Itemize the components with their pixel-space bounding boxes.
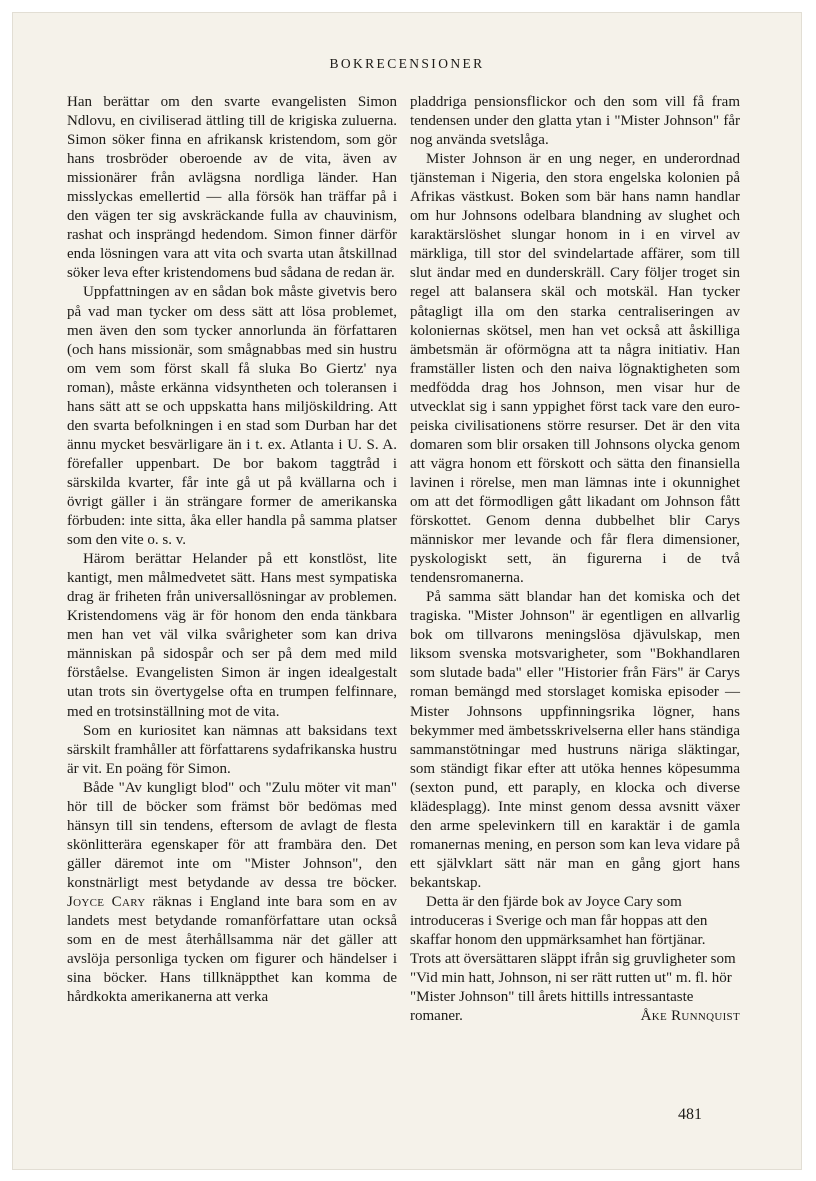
left-column (67, 93, 397, 1007)
paragraph: Som en kuriositet kan nämnas att baksidans text särskilt framhåller att författarens sydafrikanska hustru är vit. En poäng för Simon. (67, 722, 397, 777)
page-number: 481 (678, 1106, 702, 1123)
paragraph: Härom berättar Helander på ett konstlöst, lite kantigt, men målmedvetet sätt. Hans mest sympatiska drag är friheten från universallösningar av problemen. Kristendomens väg är för honom den enda tänkbara men han vet väl vilka svårigheter som kan driva människan på sidospår och ser på dem med mild förståelse. Evangelisten Simon är ingen idealgestalt utan trots sin övertygelse ofta en trumpen felfinnare, med en trotsinställning mot de vita. (67, 551, 397, 720)
paragraph: På samma sätt blandar han det komiska och det tragiska. "Mister Johnson" är egentligen en allvarlig bok om tillvarons meningslösa djävulskap, men liksom svenska motsvarigheter, som "Bokhandlaren som slutade bada" eller "Historier från Färs" är Carys roman bemängd med storslaget komiska episoder — Mister Johnsons uppfinningsrika lögner, hans bekymmer med ämbetsskrivelserna eller hans ständiga sammanstötningar med hustruns näriga släktingar, som ständigt fikar efter att utöka hennes köpesumma (sexton pund, ett paraply, en klocka och diverse klädesplagg). Inte minst genom dessa avsnitt växer den arme spelevinkern till en karaktär i de gamla romanernas mening, en person som kan leva vidare på ett självklart sätt när man en gång gjort hans bekantskap. (410, 589, 740, 891)
paragraph-text: räknas i England inte bara som en av landets mest betydande romanförfattare utan också som en de mest återhållsamma när det gäller att avslöja personliga tycken om figurer och händelser i sina böcker. Hans tillknäppthet kan komma de hårdkokta amerikanerna att verka (67, 893, 397, 1006)
author-name: Joyce Cary (67, 893, 146, 910)
paragraph-text: Detta är den fjärde bok av Joyce Cary som introduceras i Sverige och man får hoppas att den skaffar honom den uppmärksamhet han förtjänar. Trots att översättaren släppt ifrån sig gruvligheter som "Vid min hatt, Johnson, ni ser rätt rutten ut" m. fl. hör "Mister Johnson" till årets hittills intressantaste romaner. (410, 893, 736, 1025)
running-head: BOKRECENSIONER (329, 56, 485, 71)
paragraph: Mister Johnson är en ung neger, en underordnad tjänsteman i Nigeria, den stora engelska kolonien på Afrikas västkust. Boken som bär hans namn handlar om hur Johnsons odelbara blandning av slughet och karaktärslöshet slungar honom in i en virvel av märkliga, till stor del svindelartade affärer, som till slut ändar med en dunderskräll. Cary följer troget sin regel att balansera skäl och motskäl. Han tycker påtagligt illa om den starka centraliseringen av koloniernas skötsel, men han vet också att åskilliga ämbetsmän är oförmögna att ta några initiativ. Han framställer listen och den naiva lögnaktigheten som medfödda drag hos Johnson, men visar hur de utvecklat sig i sann yppighet först tack vare den europeiska civilisationens större resurser. Det är den vita domaren som blir orsaken till Johnsons olycka genom att vägra honom ett förskott och sätta den finansiella lavinen i rörelse, men man lämnas inte i okunnighet om att det förmodligen gått likadant om Johnson fått förskottet. Genom denna dubbelhet blir Carys människor mer levande och får flera dimensioner, pyskologiskt sett, än figurerna i de två tendensromanerna. (410, 151, 740, 587)
paragraph: pladdriga pensionsflickor och den som vill få fram tendensen under den glatta ytan i "Mister Johnson" får nog använda svetslåga. (410, 94, 740, 149)
paragraph: Han berättar om den svarte evangelisten Simon Ndlovu, en civiliserad ättling till de krigiska zuluerna. Simon söker finna en afrikansk kristendom, som gör hans trosbröder oberoende av de vita, även av missionärer från avlägsna nordliga länder. Han misslyckas emellertid — alla försök han träffar på i den vägen ter sig avskräckande fulla av chauvinism, rashat och insprängd hedendom. Simon finner därför enda lösningen vara att vita och svarta utan åtskillnad söker leva efter kristendomens bud sådana de redan är. (67, 94, 397, 282)
paragraph (67, 779, 397, 1008)
paragraph: Uppfattningen av en sådan bok måste givetvis bero på vad man tycker om dess sätt att lösa problemet, men även den som tycker annorlunda än författaren (och hans missionär, som smågnabbas med sin hustru om vem som först skall få sluka Bo Giertz' nya roman), måste erkänna vidsyntheten och toleransen i hans sätt att se och uppskatta hans miljöskildring. Att den svarta befolkningen i en stad som Durban har det ännu mycket besvärligare än i t. ex. Atlanta i U. S. A. förefaller uppenbart. De bor bakom taggtråd i särskilda kvarter, får inte gå ut på kvällarna och i övrigt gäller i än strängare former de amerikanska förbuden: inte sitta, åka eller handla på samma platser som den vite o. s. v. (67, 284, 397, 549)
right-column (410, 93, 740, 1026)
reviewer-signature: Åke Runnquist (640, 1008, 740, 1025)
paragraph (410, 893, 740, 1026)
paragraph-text: Både "Av kungligt blod" och "Zulu möter vit man" hör till de böcker som främst bör bedömas med hänsyn till sin tendens, eftersom de avlagt de flesta skönlitterära egenskaper för att frambära den. Det gäller däremot inte om "Mister Johnson", den konstnärligt mest betydande av dessa tre böcker. (67, 779, 397, 891)
book-page (12, 12, 802, 1170)
